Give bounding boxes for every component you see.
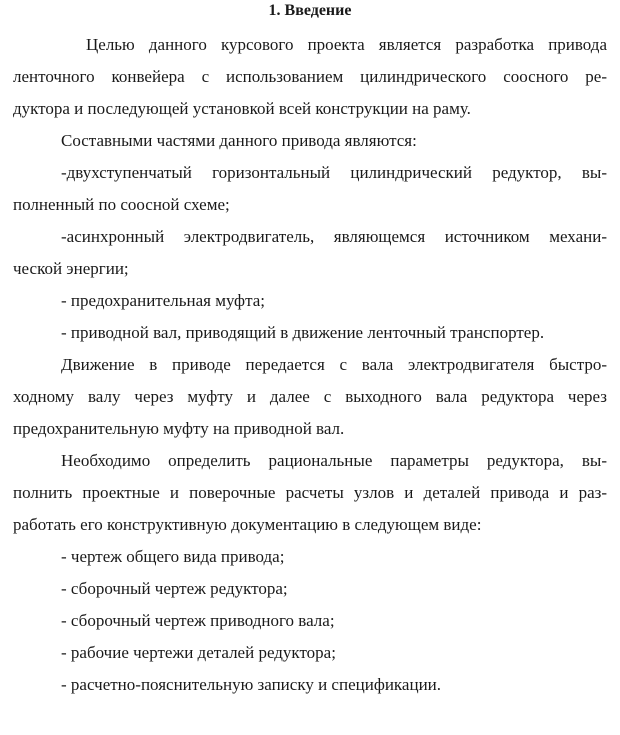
paragraph-gearbox (13, 157, 607, 221)
paragraph-drive-shaft (13, 317, 607, 349)
section-title: 1. Введение (268, 2, 352, 19)
paragraph-motion (13, 349, 607, 445)
document-page (13, 0, 607, 701)
paragraph-requirements (13, 445, 607, 541)
list-item: - чертеж общего вида привода; (61, 547, 285, 566)
list-item: - сборочный чертеж редуктора; (61, 579, 288, 598)
paragraph-motor (13, 221, 607, 285)
paragraph-line: ленточного конвейера с использованием цилиндрического соосного ре- (13, 67, 607, 86)
paragraph-components-intro (13, 125, 607, 157)
paragraph-line: работать его конструктивную документацию в следующем виде: (13, 515, 482, 534)
paragraph-line: - приводной вал, приводящий в движение ленточный транспортер. (61, 323, 545, 342)
paragraph-line: Движение в приводе передается с вала электродвигателя быстро- (61, 355, 607, 374)
paragraph-line: полнить проектные и поверочные расчеты узлов и деталей привода и раз- (13, 483, 607, 502)
paragraph-coupling (13, 285, 607, 317)
paragraph-line: Составными частями данного привода являются: (61, 131, 417, 150)
paragraph-line: дуктора и последующей установкой всей конструкции на раму. (13, 99, 471, 118)
list-item: - сборочный чертеж приводного вала; (61, 611, 335, 630)
paragraph-line: полненный по соосной схеме; (13, 195, 230, 214)
deliverables-list (13, 541, 607, 701)
paragraph-line: Необходимо определить рациональные параметры редуктора, вы- (61, 451, 607, 470)
list-item: - рабочие чертежи деталей редуктора; (61, 643, 336, 662)
paragraph-line: -двухступенчатый горизонтальный цилиндрический редуктор, вы- (61, 163, 607, 182)
list-item: - расчетно-пояснительную записку и спецификации. (61, 675, 442, 694)
paragraph-line: ческой энергии; (13, 259, 129, 278)
paragraph-line: - предохранительная муфта; (61, 291, 265, 310)
paragraph-line: предохранительную муфту на приводной вал. (13, 419, 345, 438)
paragraph-line: -асинхронный электродвигатель, являющемся источником механи- (61, 227, 607, 246)
paragraph-line: ходному валу через муфту и далее с выходного вала редуктора через (13, 387, 607, 406)
paragraph-line: Целью данного курсового проекта является разработка привода (86, 35, 607, 54)
paragraph-intro (13, 29, 607, 125)
